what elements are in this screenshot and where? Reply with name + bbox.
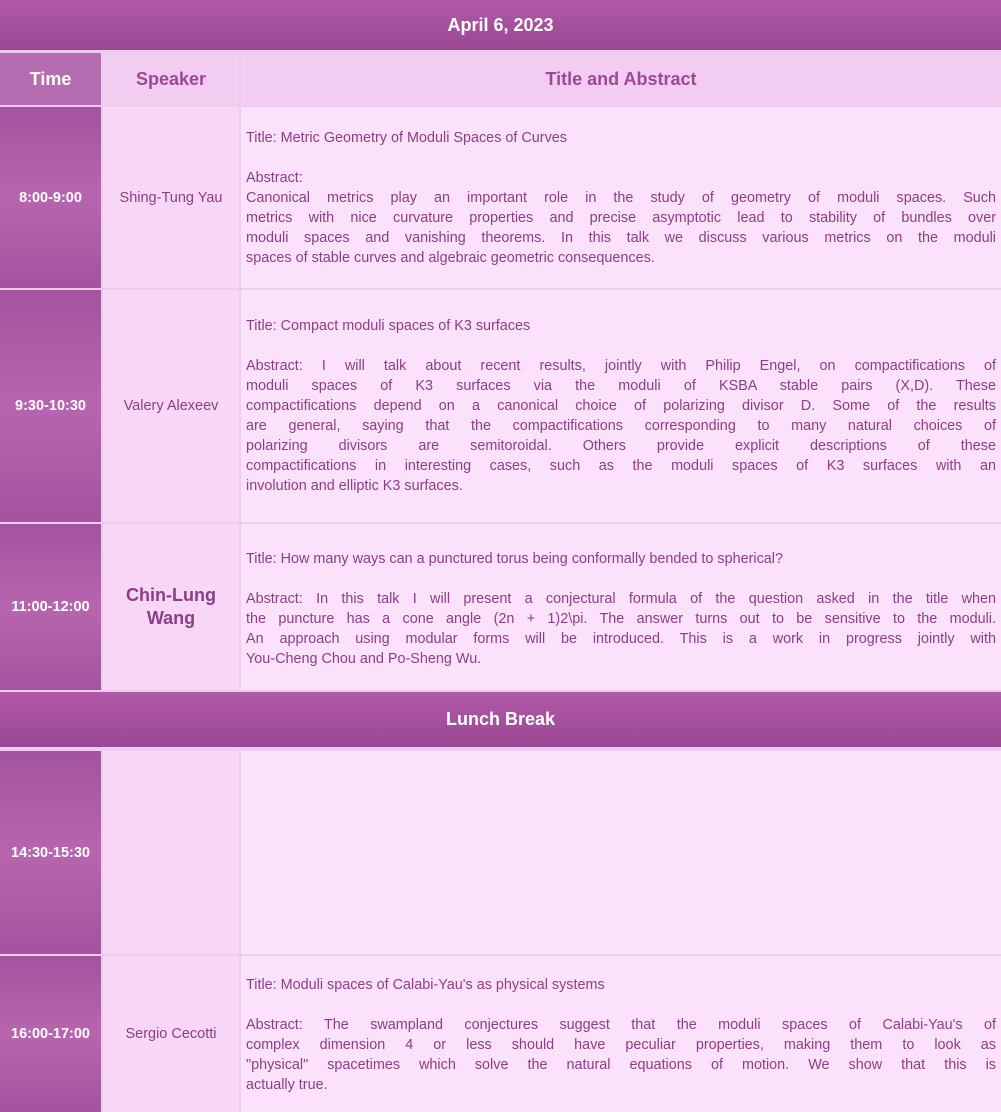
speaker-name-line: Wang xyxy=(146,608,196,628)
date-banner xyxy=(0,0,1001,50)
abstract-line: polarizing divisors are semitoroidal. Others provide explicit descriptions of these xyxy=(246,438,996,454)
table-row xyxy=(0,107,1001,288)
session-title: Title: Metric Geometry of Moduli Spaces of Curves xyxy=(246,130,567,146)
abstract-line: metrics with nice curvature properties and precise asymptotic lead to stability of bundles over xyxy=(246,210,996,226)
table-row xyxy=(0,524,1001,690)
table-row xyxy=(0,290,1001,522)
table-header xyxy=(0,53,1001,105)
lunch-break-banner xyxy=(0,692,1001,747)
date-banner-label: April 6, 2023 xyxy=(447,14,554,35)
abstract-line: You-Cheng Chou and Po-Sheng Wu. xyxy=(246,651,482,667)
session-time: 11:00-12:00 xyxy=(0,524,101,690)
session-time: 14:30-15:30 xyxy=(0,751,101,954)
session-title-abstract xyxy=(241,290,1001,522)
table-row xyxy=(0,751,1001,954)
abstract-line: Abstract: I will talk about recent results, jointly with Philip Engel, on compactifications of xyxy=(246,358,996,374)
session-speaker xyxy=(103,524,239,690)
abstract-line: spaces of stable curves and algebraic geometric consequences. xyxy=(246,250,655,266)
session-title-abstract xyxy=(241,524,1001,690)
table-row xyxy=(0,956,1001,1112)
lunch-break-label: Lunch Break xyxy=(445,709,556,729)
abstract-line: Abstract: xyxy=(246,170,303,186)
abstract-line: actually true. xyxy=(246,1077,328,1093)
abstract-line: the puncture has a cone angle (2n + 1)2\pi. The answer turns out to be sensitive to the moduli. xyxy=(246,611,996,627)
header-time: Time xyxy=(0,53,101,105)
abstract-line: moduli spaces of K3 surfaces via the moduli of KSBA stable pairs (X,D). These xyxy=(246,378,996,394)
abstract-line: Abstract: The swampland conjectures suggest that the moduli spaces of Calabi-Yau's of xyxy=(246,1017,996,1033)
session-speaker: Shing-Tung Yau xyxy=(103,107,239,288)
session-title-abstract xyxy=(241,751,1001,954)
abstract-line: An approach using modular forms will be introduced. This is a work in progress jointly with xyxy=(246,631,996,647)
abstract-line: Abstract: In this talk I will present a conjectural formula of the question asked in the title when xyxy=(246,591,996,607)
session-speaker: Sergio Cecotti xyxy=(103,956,239,1112)
speaker-name-line: Chin-Lung xyxy=(126,585,216,605)
session-time: 16:00-17:00 xyxy=(0,956,101,1112)
abstract-line: moduli spaces and vanishing theorems. In this talk we discuss various metrics on the moduli xyxy=(246,230,996,246)
abstract-line: compactifications in interesting cases, such as the moduli spaces of K3 surfaces with an xyxy=(246,458,996,474)
session-speaker xyxy=(103,751,239,954)
abstract-line: "physical" spacetimes which solve the natural equations of motion. We show that this is xyxy=(246,1057,996,1073)
session-title: Title: How many ways can a punctured torus being conformally bended to spherical? xyxy=(246,551,783,567)
session-time: 9:30-10:30 xyxy=(0,290,101,522)
session-title-abstract xyxy=(241,956,1001,1112)
abstract-line: compactifications depend on a canonical choice of polarizing divisor D. Some of the results xyxy=(246,398,996,414)
session-time: 8:00-9:00 xyxy=(0,107,101,288)
abstract-line: complex dimension 4 or less should have peculiar properties, making them to look as xyxy=(246,1037,996,1053)
abstract-line: involution and elliptic K3 surfaces. xyxy=(246,478,463,494)
header-title-abstract: Title and Abstract xyxy=(241,53,1001,105)
abstract-line: Canonical metrics play an important role in the study of geometry of moduli spaces. Such xyxy=(246,190,996,206)
session-speaker: Valery Alexeev xyxy=(103,290,239,522)
abstract-line: are general, saying that the compactifications corresponding to many natural choices of xyxy=(246,418,996,434)
header-speaker: Speaker xyxy=(103,53,239,105)
session-title-abstract xyxy=(241,107,1001,288)
session-title: Title: Moduli spaces of Calabi-Yau's as physical systems xyxy=(246,977,605,993)
session-title: Title: Compact moduli spaces of K3 surfaces xyxy=(246,318,531,334)
